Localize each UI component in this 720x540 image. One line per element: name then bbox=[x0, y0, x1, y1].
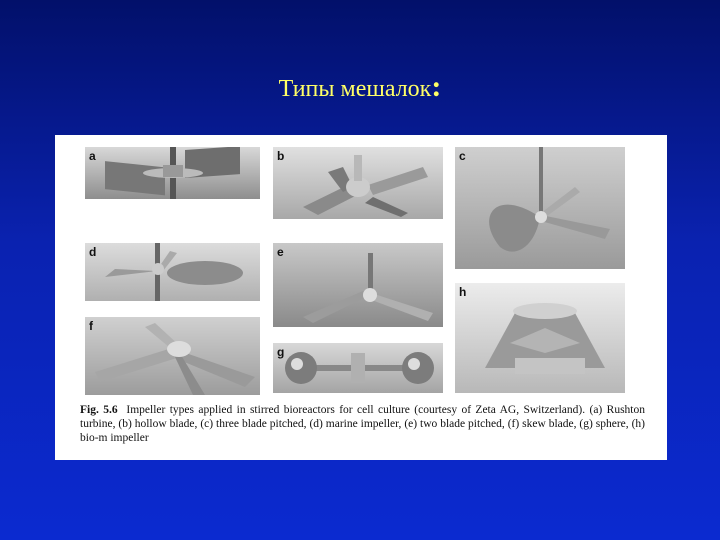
panel-label-e: e bbox=[277, 245, 284, 259]
two-blade-pitched-image bbox=[273, 243, 443, 327]
photo-three-blade-pitched bbox=[455, 147, 625, 269]
photo-skew-blade bbox=[85, 317, 260, 395]
photo-rushton-turbine bbox=[85, 147, 260, 199]
figure-panel bbox=[55, 135, 667, 460]
panel-label-g: g bbox=[277, 345, 285, 359]
skew-blade-image bbox=[85, 317, 260, 395]
panel-label-d: d bbox=[89, 245, 97, 259]
three-blade-pitched-image bbox=[455, 147, 625, 269]
panel-label-h: h bbox=[459, 285, 467, 299]
hollow-blade-image bbox=[273, 147, 443, 219]
sphere-image bbox=[273, 343, 443, 393]
panel-label-c: c bbox=[459, 149, 466, 163]
photo-hollow-blade bbox=[273, 147, 443, 219]
panel-label-a: a bbox=[89, 149, 96, 163]
bio-m-impeller-image bbox=[455, 283, 625, 393]
figure-caption-label: Fig. 5.6 bbox=[80, 404, 118, 416]
photo-two-blade-pitched bbox=[273, 243, 443, 327]
slide-title-text: Типы мешалок bbox=[278, 76, 432, 102]
photo-sphere bbox=[273, 343, 443, 393]
marine-impeller-image bbox=[85, 243, 260, 301]
slide-title-colon: : bbox=[431, 70, 442, 103]
slide-title bbox=[0, 70, 720, 104]
figure-caption-text: Impeller types applied in stirred bioreactors for cell culture (courtesy of Zeta AG, Switzerland). (a) Rushton turbine, (b) hollow blade, (c) three blade pitched, (d) marine impeller, (e) two blade pitched, (f) skew blade, (g) sphere, (h) bio-m impeller bbox=[80, 404, 645, 444]
photo-bio-m-impeller bbox=[455, 283, 625, 393]
figure-caption bbox=[80, 403, 645, 445]
rushton-turbine-image bbox=[85, 147, 260, 199]
panel-label-f: f bbox=[89, 319, 93, 333]
photo-marine-impeller bbox=[85, 243, 260, 301]
panel-label-b: b bbox=[277, 149, 285, 163]
